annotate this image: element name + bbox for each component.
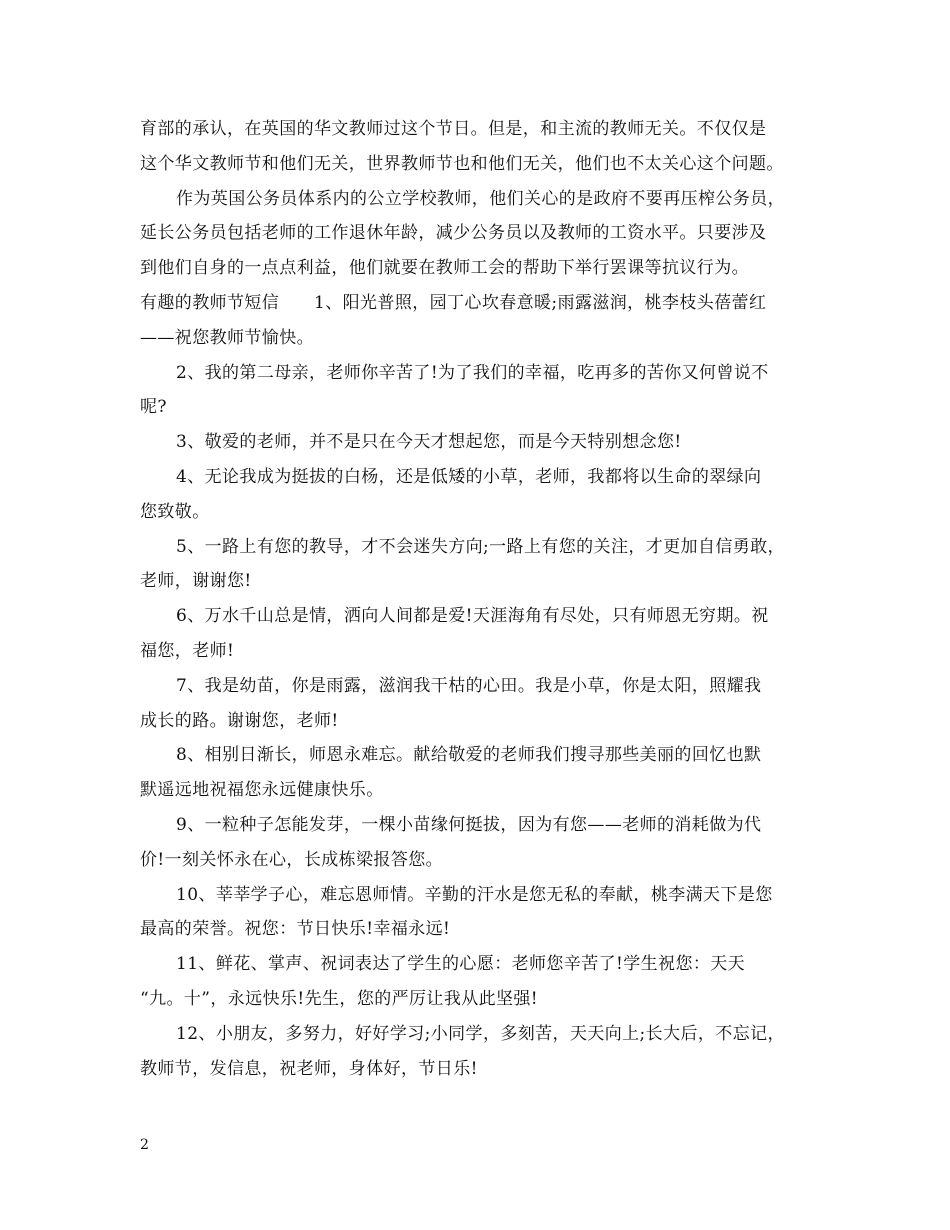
message-line: 12、小朋友，多努力，好好学习;小同学，多刻苦，天天向上;长大后，不忘记， — [176, 1023, 785, 1044]
message-line: 4、无论我成为挺拔的白杨，还是低矮的小草，老师，我都将以生命的翠绿向 — [176, 466, 762, 487]
paragraph-line: 这个华文教师节和他们无关，世界教师节也和他们无关，他们也不太关心这个问题。 — [140, 153, 784, 174]
paragraph-line: 育部的承认，在英国的华文教师过这个节日。但是，和主流的教师无关。不仅仅是 — [140, 119, 767, 139]
message-line: 默遥远地祝福您永远健康快乐。 — [140, 780, 384, 801]
paragraph-line: 作为英国公务员体系内的公立学校教师，他们关心的是政府不要再压榨公务员， — [176, 188, 785, 209]
message-line: 10、莘莘学子心，难忘恩师情。辛勤的汗水是您无私的奉献，桃李满天下是您 — [176, 884, 773, 905]
document-body — [140, 112, 820, 1086]
message-line: 呢? — [140, 397, 167, 418]
paragraph-line: 延长公务员包括老师的工作退休年龄，减少公务员以及教师的工资水平。只要涉及 — [140, 223, 767, 244]
paragraph-line: ——祝您教师节愉快。 — [140, 327, 314, 348]
message-line: 价!一刻关怀永在心，长成栋梁报答您。 — [140, 849, 444, 870]
message-line: 福您，老师! — [140, 640, 235, 661]
paragraph-line: 到他们自身的一点点利益，他们就要在教师工会的帮助下举行罢课等抗议行为。 — [140, 258, 749, 279]
message-line: 8、相别日渐长，师恩永难忘。献给敬爱的老师我们搜寻那些美丽的回忆也默 — [176, 745, 762, 766]
message-line: 老师，谢谢您! — [140, 571, 252, 592]
message-line: 您致敬。 — [140, 501, 210, 522]
message-line: 最高的荣誉。祝您：节日快乐!幸福永远! — [140, 919, 451, 940]
message-line: 11、鲜花、掌声、祝词表达了学生的心愿：老师您辛苦了!学生祝您：天天 — [176, 954, 746, 975]
message-line: “九。十”，永远快乐!先生，您的严厉让我从此坚强! — [140, 988, 539, 1009]
message-line: 成长的路。谢谢您，老师! — [140, 710, 339, 731]
message-line: 3、敬爱的老师，并不是只在今天才想起您，而是今天特别想念您! — [176, 432, 682, 453]
message-line: 5、一路上有您的教导，才不会迷失方向;一路上有您的关注，才更加自信勇敢， — [176, 536, 785, 557]
page-number: 2 — [140, 1137, 149, 1153]
message-line: 9、一粒种子怎能发芽，一棵小苗缘何挺拔，因为有您——老师的消耗做为代 — [176, 814, 762, 835]
message-line: 2、我的第二母亲，老师你辛苦了!为了我们的幸福，吃再多的苦你又何曾说不 — [176, 362, 769, 383]
section-title-line: 有趣的教师节短信 1、阳光普照，园丁心坎春意暖;雨露滋润，桃李枝头蓓蕾红 — [140, 292, 767, 313]
message-line: 6、万水千山总是情，洒向人间都是爱!天涯海角有尽处，只有师恩无穷期。祝 — [176, 606, 769, 627]
message-line: 7、我是幼苗，你是雨露，滋润我干枯的心田。我是小草，你是太阳，照耀我 — [176, 675, 762, 696]
message-line: 教师节，发信息，祝老师，身体好，节日乐! — [140, 1058, 478, 1079]
